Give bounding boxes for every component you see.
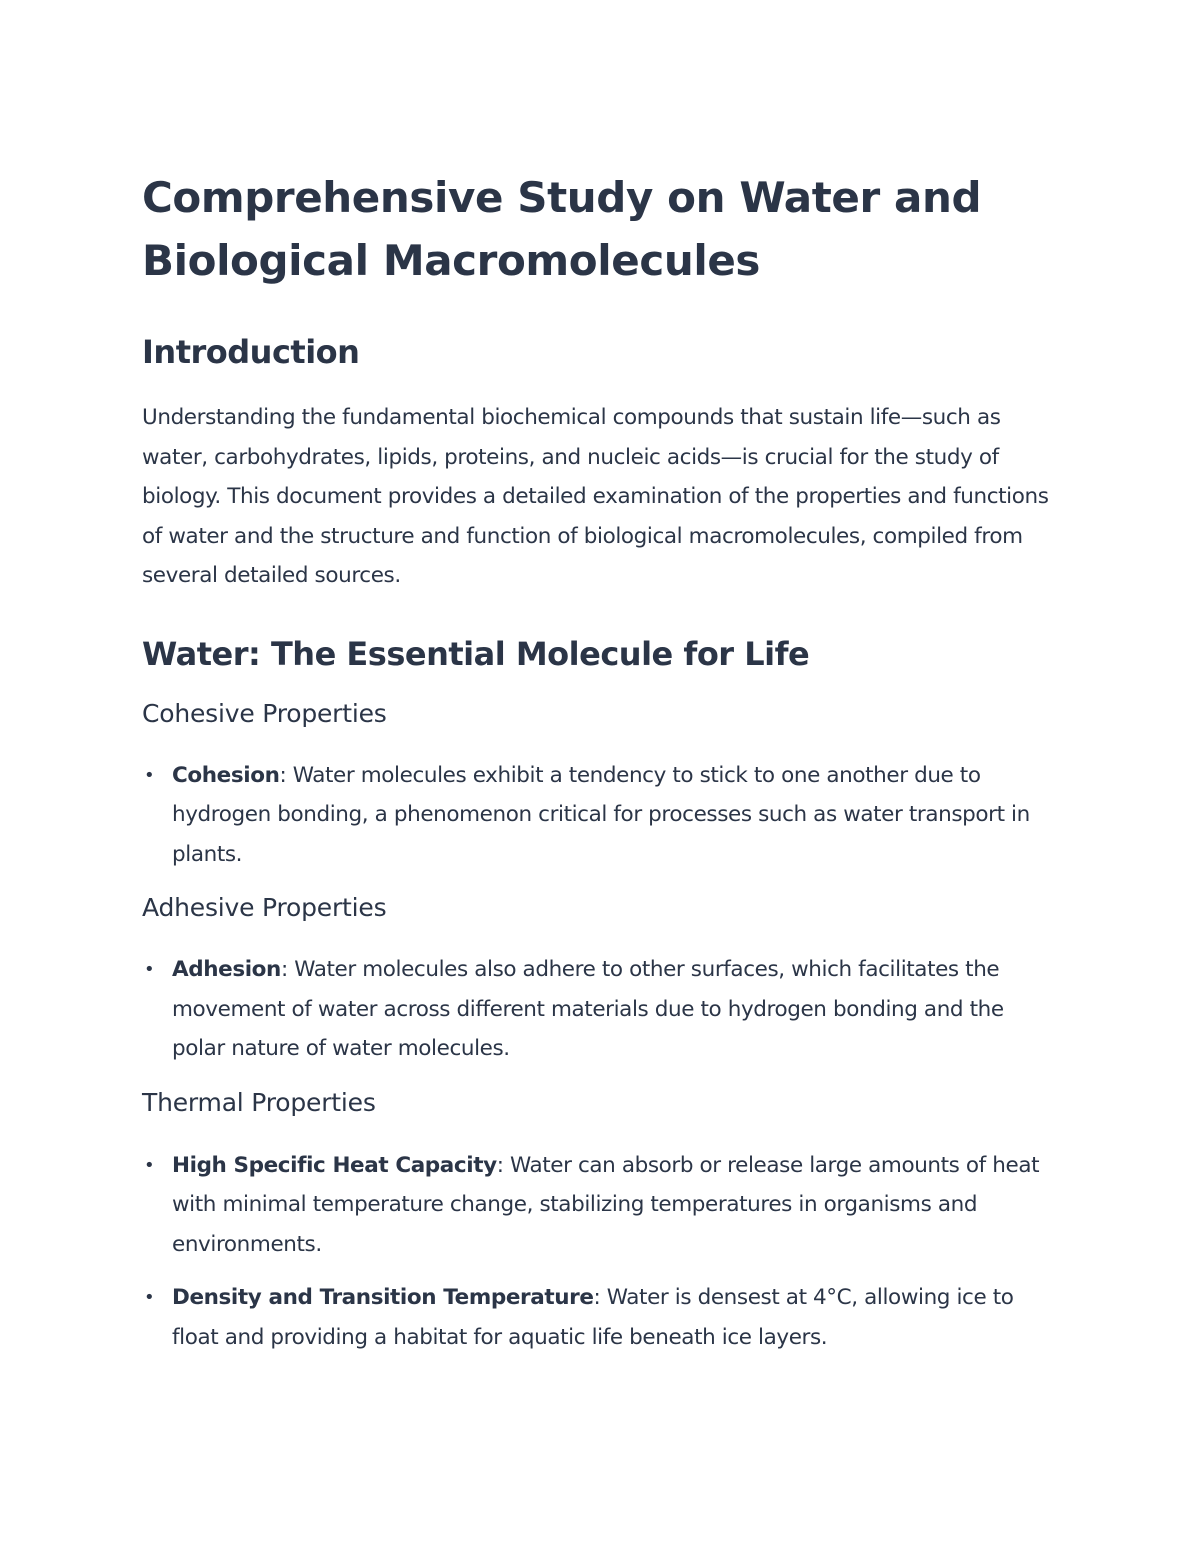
list-item: [142, 1146, 1062, 1265]
thermal-list: [142, 1146, 1062, 1358]
document-title: Comprehensive Study on Water and Biological Macromolecules: [142, 173, 982, 285]
water-section-heading: Water: The Essential Molecule for Life: [142, 634, 810, 673]
list-item-term: Adhesion: [172, 957, 281, 982]
list-item-text: : Water can absorb or release large amounts of heat with minimal temperature change, stabilizing temperatures in organisms and environments.: [172, 1152, 1040, 1257]
list-item-term: Cohesion: [172, 762, 280, 788]
adhesive-list: [142, 950, 1062, 1069]
list-item: [142, 756, 1062, 875]
introduction-paragraph: Understanding the fundamental biochemical compounds that sustain life—such as water, carbohydrates, lipids, proteins, and nucleic acids—is crucial for the study of biology. This document provides a detailed examination of the properties and functions of water and the structure and function of biological macromolecules, compiled from several detailed sources.: [142, 405, 1049, 588]
list-item-text: : Water molecules exhibit a tendency to stick to one another due to hydrogen bonding, a phenomenon critical for processes such as water transport in plants.: [172, 762, 1030, 867]
bullet-icon: •: [144, 959, 155, 980]
list-item-text: : Water is densest at 4°C, allowing ice to float and providing a habitat for aquatic life beneath ice layers.: [172, 1285, 1014, 1350]
bullet-icon: •: [144, 764, 155, 786]
list-item-term: High Specific Heat Capacity: [172, 1152, 497, 1178]
list-item: [142, 950, 1062, 1069]
thermal-properties-heading: Thermal Properties: [142, 1087, 376, 1117]
introduction-heading: Introduction: [142, 333, 360, 371]
bullet-icon: •: [144, 1287, 155, 1308]
list-item-text: : Water molecules also adhere to other surfaces, which facilitates the movement of water across different materials due to hydrogen bonding and the polar nature of water molecules.: [172, 957, 1004, 1061]
list-item-term: Density and Transition Temperature: [172, 1285, 594, 1310]
list-item: [142, 1278, 1062, 1357]
document-page: [142, 166, 1062, 1357]
cohesive-properties-heading: Cohesive Properties: [142, 698, 387, 728]
cohesive-list: [142, 756, 1062, 875]
bullet-icon: •: [144, 1154, 155, 1176]
adhesive-properties-heading: Adhesive Properties: [142, 893, 387, 922]
